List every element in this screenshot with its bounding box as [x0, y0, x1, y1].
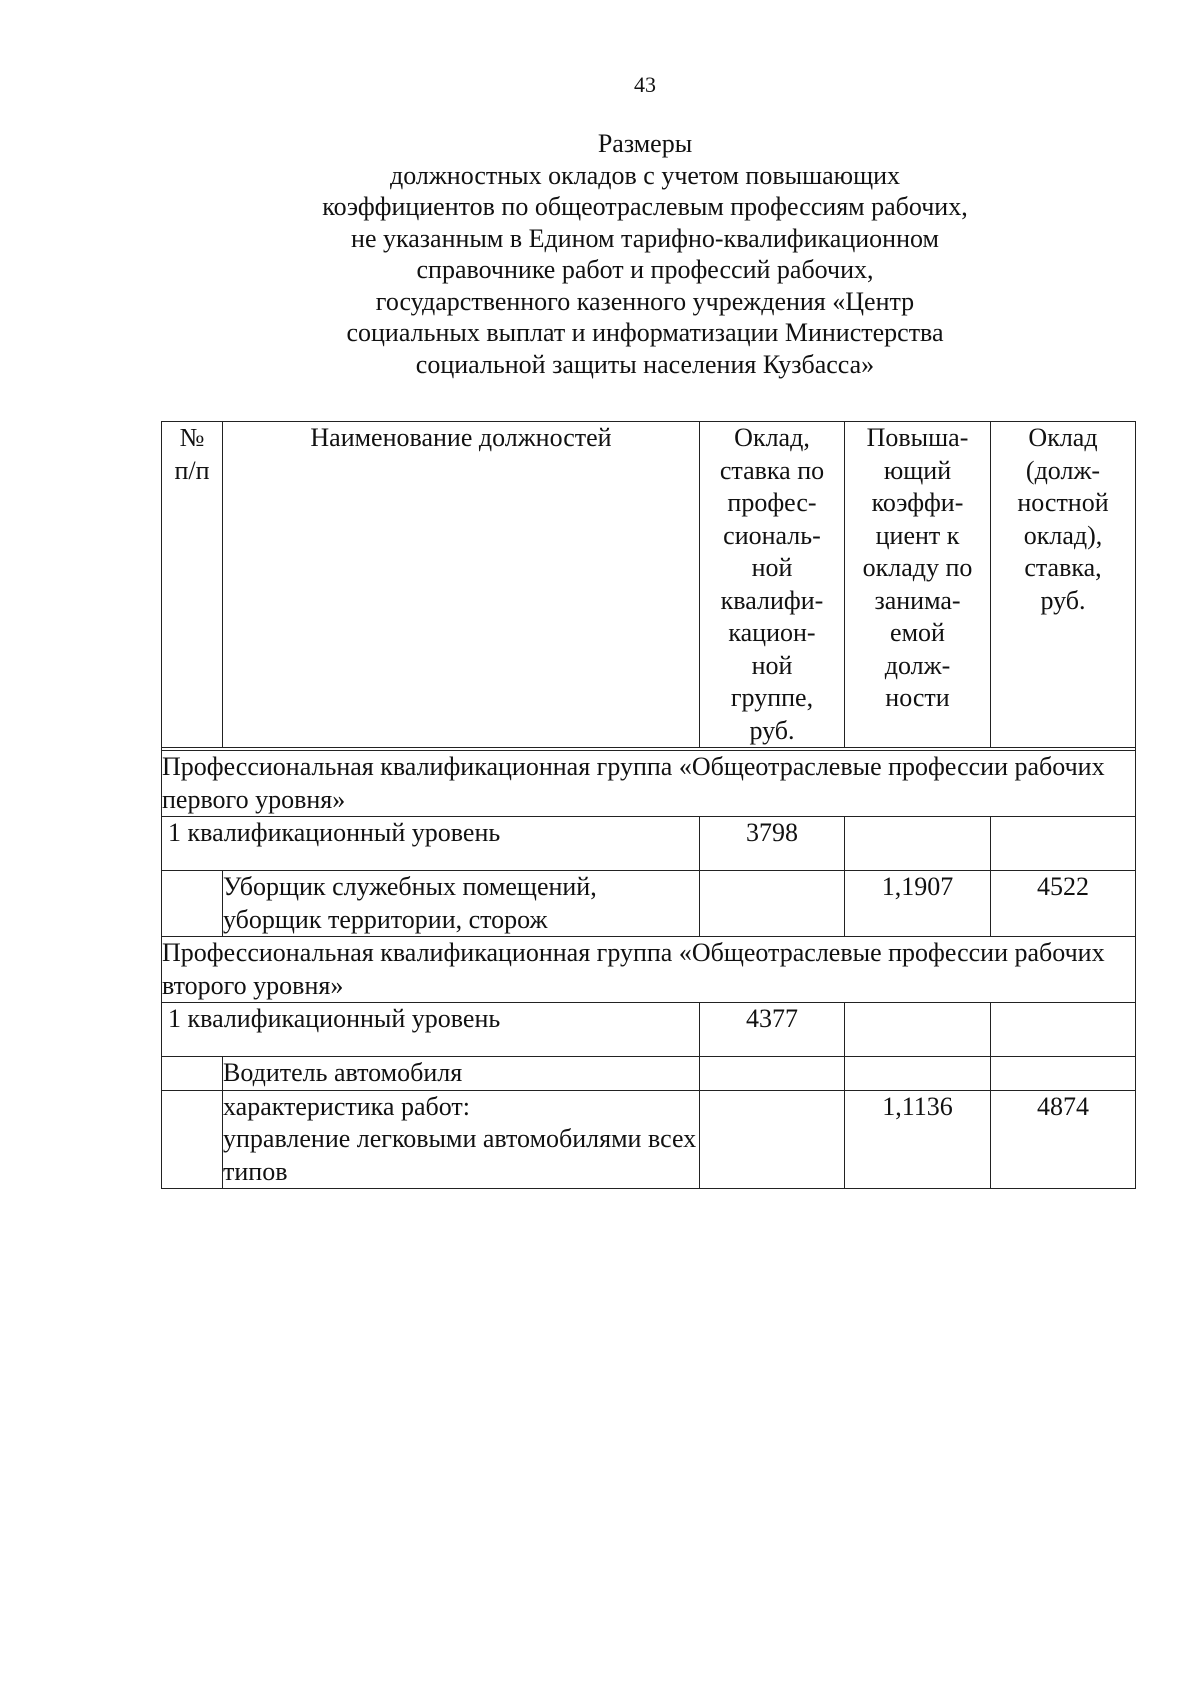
- title-line: не указанным в Едином тарифно-квалификационном: [351, 223, 939, 253]
- position-total: [991, 1057, 1136, 1091]
- level-row: [162, 1003, 1136, 1057]
- position-coefficient: [845, 1057, 991, 1091]
- table-row: [162, 1057, 1136, 1091]
- title-line: социальных выплат и информатизации Министерства: [346, 318, 944, 347]
- level-label: 1 квалификационный уровень: [162, 1003, 700, 1057]
- group-title: Профессиональная квалификационная группа «Общеотраслевые профессии рабочих второго уровня»: [162, 937, 1136, 1003]
- table-row: [162, 871, 1136, 937]
- title-line: справочнике работ и профессий рабочих,: [416, 255, 874, 284]
- position-coefficient: 1,1907: [845, 871, 991, 937]
- page-number: 43: [634, 72, 656, 97]
- title-line: социальной защиты населения Кузбасса»: [415, 349, 875, 379]
- position-total: 4522: [991, 871, 1136, 937]
- level-row: [162, 817, 1136, 871]
- table-header-row: [162, 422, 1136, 748]
- document-title: [240, 128, 1050, 380]
- title-line: должностных окладов с учетом повышающих: [389, 160, 901, 190]
- position-coefficient: 1,1136: [845, 1090, 991, 1189]
- salary-table: [161, 421, 1136, 1189]
- header-salary: Оклад, ставка по профес- сиональ- ной квалифи- кацион- ной группе, руб.: [700, 422, 845, 748]
- header-name: Наименование должностей: [223, 422, 700, 748]
- header-coefficient: Повыша- ющий коэффи- циент к окладу по занима- емой долж- ности: [845, 422, 991, 748]
- level-salary: 3798: [700, 817, 845, 871]
- header-total: Оклад (долж- ностной оклад), ставка, руб.: [991, 422, 1136, 748]
- group-row: [162, 751, 1136, 817]
- group-row: [162, 937, 1136, 1003]
- title-line: Размеры: [597, 129, 693, 158]
- position-name: Водитель автомобиля: [223, 1057, 700, 1091]
- title-line: государственного казенного учреждения «Центр: [375, 286, 915, 316]
- level-label: 1 квалификационный уровень: [162, 817, 700, 871]
- header-num: № п/п: [162, 422, 223, 748]
- position-name: характеристика работ: управление легковыми автомобилями всех типов: [223, 1090, 700, 1189]
- position-total: 4874: [991, 1090, 1136, 1189]
- position-name: Уборщик служебных помещений, уборщик территории, сторож: [223, 871, 700, 937]
- table-row: [162, 1090, 1136, 1189]
- title-line: коэффициентов по общеотраслевым профессиям рабочих,: [322, 192, 968, 221]
- level-salary: 4377: [700, 1003, 845, 1057]
- group-title: Профессиональная квалификационная группа «Общеотраслевые профессии рабочих первого уровня»: [162, 751, 1136, 817]
